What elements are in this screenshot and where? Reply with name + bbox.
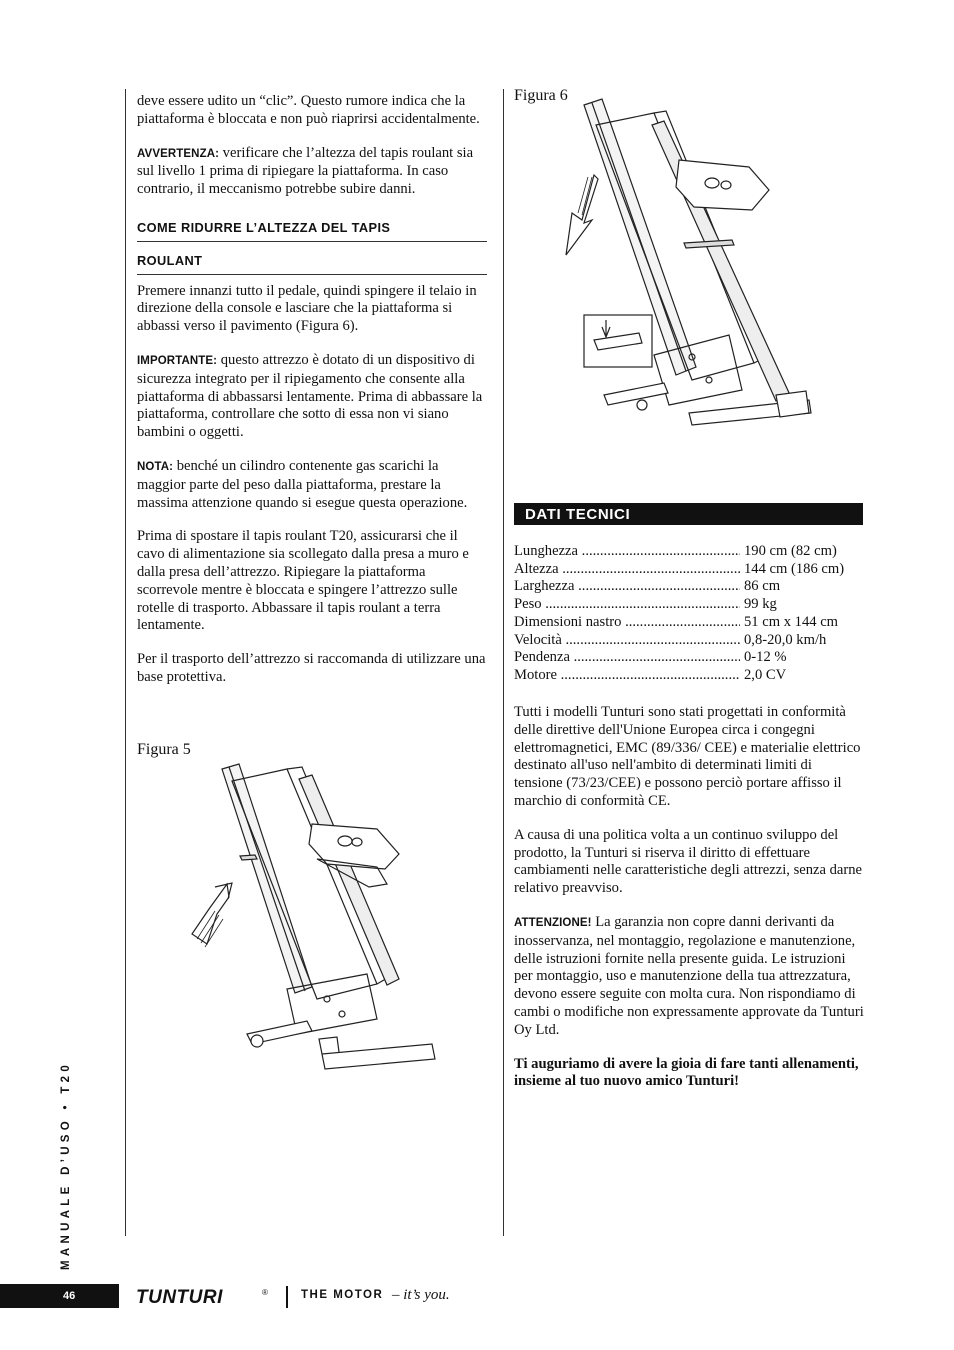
spec-row: [514, 543, 864, 561]
spec-value: 0-12 %: [744, 649, 787, 666]
right-column-text: [514, 704, 864, 1107]
spec-name: Altezza .....: [514, 561, 740, 579]
spec-value: 51 cm x 144 cm: [744, 613, 839, 630]
spec-value: 2,0 CV: [744, 666, 787, 683]
important-paragraph: [137, 352, 487, 442]
paragraph-click: deve essere udito un “clic”. Questo rumore indica che la piattaforma è bloccata e non può riaprirsi accidentalmente.: [137, 93, 480, 127]
spec-name: Motore .....: [514, 667, 740, 685]
paragraph-conformity: Tutti i modelli Tunturi sono stati progettati in conformità delle direttive dell'Unione Europea circa i congegni elettromagnetici, EMC (89/336/ CEE) e materialie elettrico destinato all'uso nell'ambito di determinati limiti di tensione (73/23/CEE) e possono perciò portare affisso il marchio di conformità CE.: [514, 704, 861, 809]
note-paragraph: [137, 458, 487, 512]
paragraph-protective-base: Per il trasporto dell’attrezzo si raccomanda di utilizzare una base protettiva.: [137, 651, 486, 685]
specs-list: [514, 543, 864, 685]
paragraph-transport: Prima di spostare il tapis roulant T20, assicurarsi che il cavo di alimentazione sia scollegato dalla presa a muro e dalla presa dell’attrezzo. Ripiegare la piattaforma scorrevole mentre è bloccata e spingere l’attrezzo sulle rotelle di trasporto. Abbassare il tapis roulant a terra lentamente.: [137, 528, 469, 634]
warning-paragraph: [137, 145, 487, 199]
treadmill-folded-illustration: [137, 759, 447, 1071]
section-heading-line2: ROULANT: [137, 248, 487, 275]
center-column-rule: [503, 89, 504, 1236]
spec-value: 0,8-20,0 km/h: [744, 631, 827, 648]
spec-row: [514, 614, 864, 632]
spec-value: 99 kg: [744, 596, 777, 613]
tagline: THE MOTOR: [301, 1289, 384, 1301]
note-text: benché un cilindro contenente gas scarichi la maggior parte del peso dalla piattaforma, prestare la massima attenzione quando si esegue questa operazione.: [137, 457, 468, 511]
spec-name: Pendenza .....: [514, 649, 740, 667]
spec-name: Peso .....: [514, 596, 740, 614]
closing-paragraph: Ti auguriamo di avere la gioia di fare tanti allenamenti, insieme al tuo nuovo amico Tunturi!: [514, 1055, 859, 1090]
footer-divider: [286, 1286, 288, 1308]
figure-5-label: Figura 5: [137, 741, 191, 758]
spec-value: 144 cm (186 cm): [744, 560, 845, 577]
tagline-italic: – it’s you.: [392, 1287, 450, 1303]
warning-text: verificare che l’altezza del tapis roulant sia sul livello 1 prima di ripiegare la piattaforma. In caso contrario, il meccanismo potrebbe subire danni.: [137, 144, 474, 198]
section-heading-line1: COME RIDURRE L’ALTEZZA DEL TAPIS: [137, 215, 487, 242]
spec-value: 86 cm: [744, 578, 781, 595]
side-running-title: MANUALE D’USO • T20: [60, 1060, 72, 1270]
paragraph-changes: A causa di una politica volta a un continuo sviluppo del prodotto, la Tunturi si riserva il diritto di effettuare cambiamenti nelle caratteristiche degli attrezzi, senza darne relativo preavviso.: [514, 826, 863, 897]
spec-name: Dimensioni nastro .....: [514, 614, 740, 632]
attention-paragraph: [514, 914, 864, 1040]
section-title-dati-tecnici: DATI TECNICI: [514, 503, 863, 525]
spec-name: Lunghezza .....: [514, 543, 740, 561]
spec-name: Velocità .....: [514, 632, 740, 650]
attention-label: ATTENZIONE!: [514, 916, 592, 929]
spec-row: [514, 667, 864, 685]
note-label: NOTA:: [137, 460, 174, 473]
warning-label: AVVERTENZA:: [137, 147, 220, 160]
treadmill-lowering-illustration: [514, 95, 824, 435]
spec-row: [514, 561, 864, 579]
registered-mark: ®: [262, 1288, 268, 1297]
tunturi-logo: TUNTURI: [136, 1287, 223, 1308]
figure-6-label: Figura 6: [514, 87, 568, 104]
spec-row: [514, 578, 864, 596]
attention-text: La garanzia non copre danni derivanti da inosservanza, nel montaggio, regolazione e manutenzione, delle istruzioni fornite nella presente guida. Le istruzioni per montaggio, uso e manutenzione della tua attrezzatura, devono essere seguite con molta cura. Non rispondiamo di cambi o modifiche non expressamente approvate da Tunturi Oy Ltd.: [514, 913, 864, 1038]
paragraph-lower-height: Premere innanzi tutto il pedale, quindi spingere il telaio in direzione della console e lasciare che la piattaforma si abbassi verso il pavimento (Figura 6).: [137, 282, 477, 335]
spec-name: Larghezza .....: [514, 578, 740, 596]
left-column-rule: [125, 89, 126, 1236]
left-column: [137, 93, 487, 703]
spec-row: [514, 632, 864, 650]
spec-row: [514, 596, 864, 614]
page-number: 46: [0, 1284, 119, 1308]
important-text: questo attrezzo è dotato di un dispositivo di sicurezza integrato per il ripiegamento che consente alla piattaforma di abbassarsi lentamente. Prima di abbassare la piattaforma, controllare che sotto di essa non vi siano bambini o oggetti.: [137, 351, 483, 441]
spec-row: [514, 649, 864, 667]
spec-value: 190 cm (82 cm): [744, 543, 837, 559]
figure-5: [137, 741, 447, 1071]
figure-6: [514, 87, 824, 439]
important-label: IMPORTANTE:: [137, 354, 218, 367]
